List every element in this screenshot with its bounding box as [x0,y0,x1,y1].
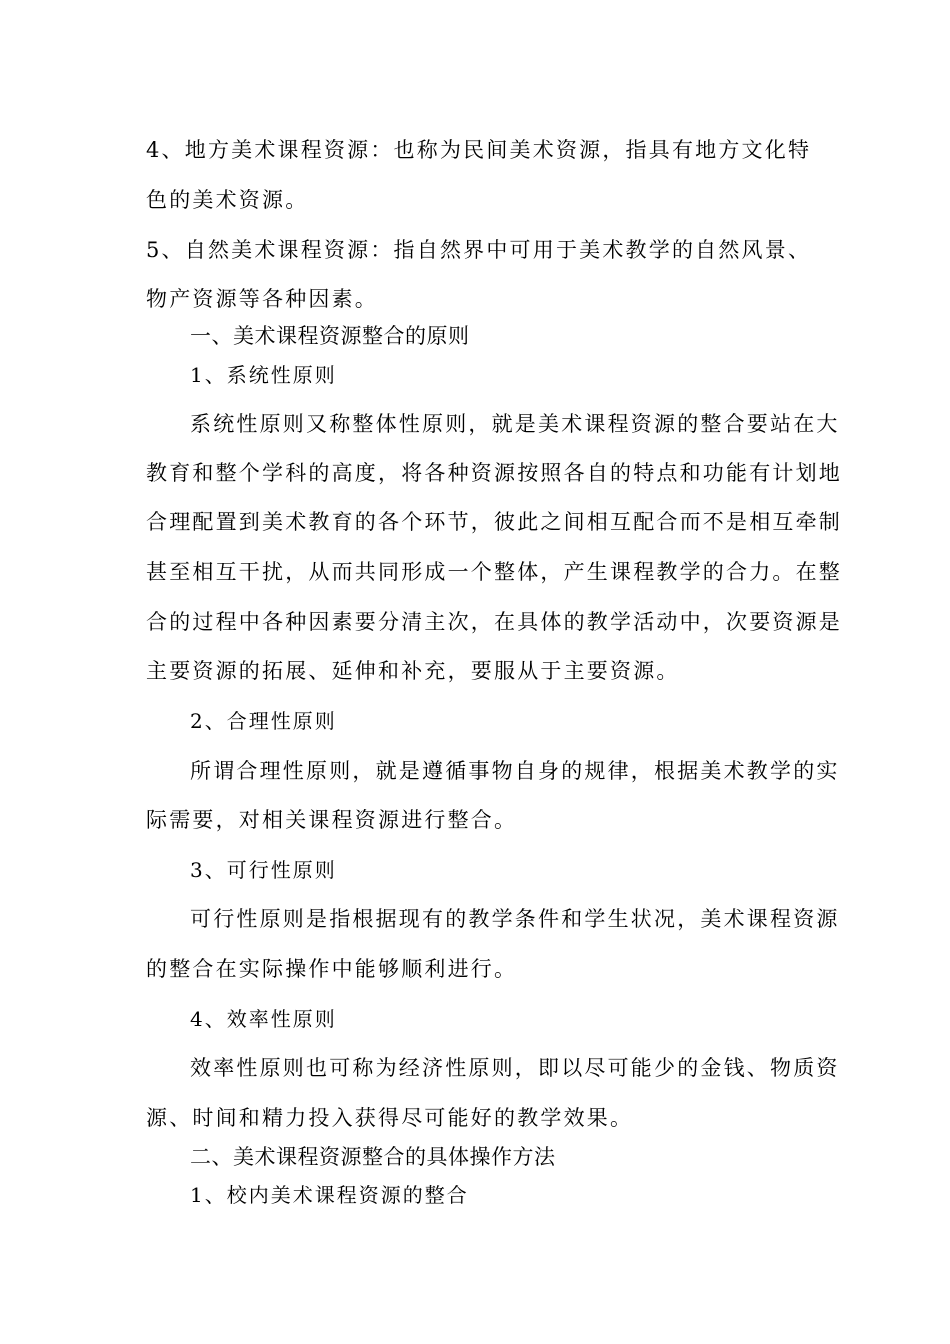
paragraph-natural-resources-line-2: 物产资源等各种因素。 [146,287,378,311]
paragraph-efficiency-line-2: 源、时间和精力投入获得尽可能好的教学效果。 [146,1106,634,1130]
paragraph-natural-resources-line-1: 5、自然美术课程资源：指自然界中可用于美术教学的自然风景、 [146,238,812,262]
subheading-rationality: 2、合理性原则 [190,709,337,733]
paragraph-local-resources-line-1: 4、地方美术课程资源：也称为民间美术资源，指具有地方文化特 [146,138,812,162]
paragraph-systematic-line-4: 甚至相互干扰，从而共同形成一个整体，产生课程教学的合力。在整 [146,560,842,584]
section-heading-methods: 二、美术课程资源整合的具体操作方法 [190,1145,556,1169]
paragraph-feasibility-line-2: 的整合在实际操作中能够顺利进行。 [146,957,518,981]
subheading-systematic: 1、系统性原则 [190,363,337,387]
subheading-school-resources: 1、校内美术课程资源的整合 [190,1183,469,1207]
paragraph-systematic-line-3: 合理配置到美术教育的各个环节，彼此之间相互配合而不是相互牵制 [146,510,842,534]
subheading-efficiency: 4、效率性原则 [190,1007,337,1031]
subheading-feasibility: 3、可行性原则 [190,858,337,882]
paragraph-systematic-line-5: 合的过程中各种因素要分清主次，在具体的教学活动中，次要资源是 [146,610,842,634]
paragraph-rationality-line-2: 际需要，对相关课程资源进行整合。 [146,808,518,832]
paragraph-rationality-line-1: 所谓合理性原则，就是遵循事物自身的规律，根据美术教学的实 [190,759,840,783]
section-heading-principles: 一、美术课程资源整合的原则 [190,324,470,348]
paragraph-efficiency-line-1: 效率性原则也可称为经济性原则，即以尽可能少的金钱、物质资 [190,1056,840,1080]
paragraph-systematic-line-2: 教育和整个学科的高度，将各种资源按照各自的特点和功能有计划地 [146,461,842,485]
paragraph-systematic-line-6: 主要资源的拓展、延伸和补充，要服从于主要资源。 [146,659,680,683]
paragraph-local-resources-line-2: 色的美术资源。 [146,188,309,212]
paragraph-feasibility-line-1: 可行性原则是指根据现有的教学条件和学生状况，美术课程资源 [190,907,840,931]
paragraph-systematic-line-1: 系统性原则又称整体性原则，就是美术课程资源的整合要站在大 [190,412,840,436]
